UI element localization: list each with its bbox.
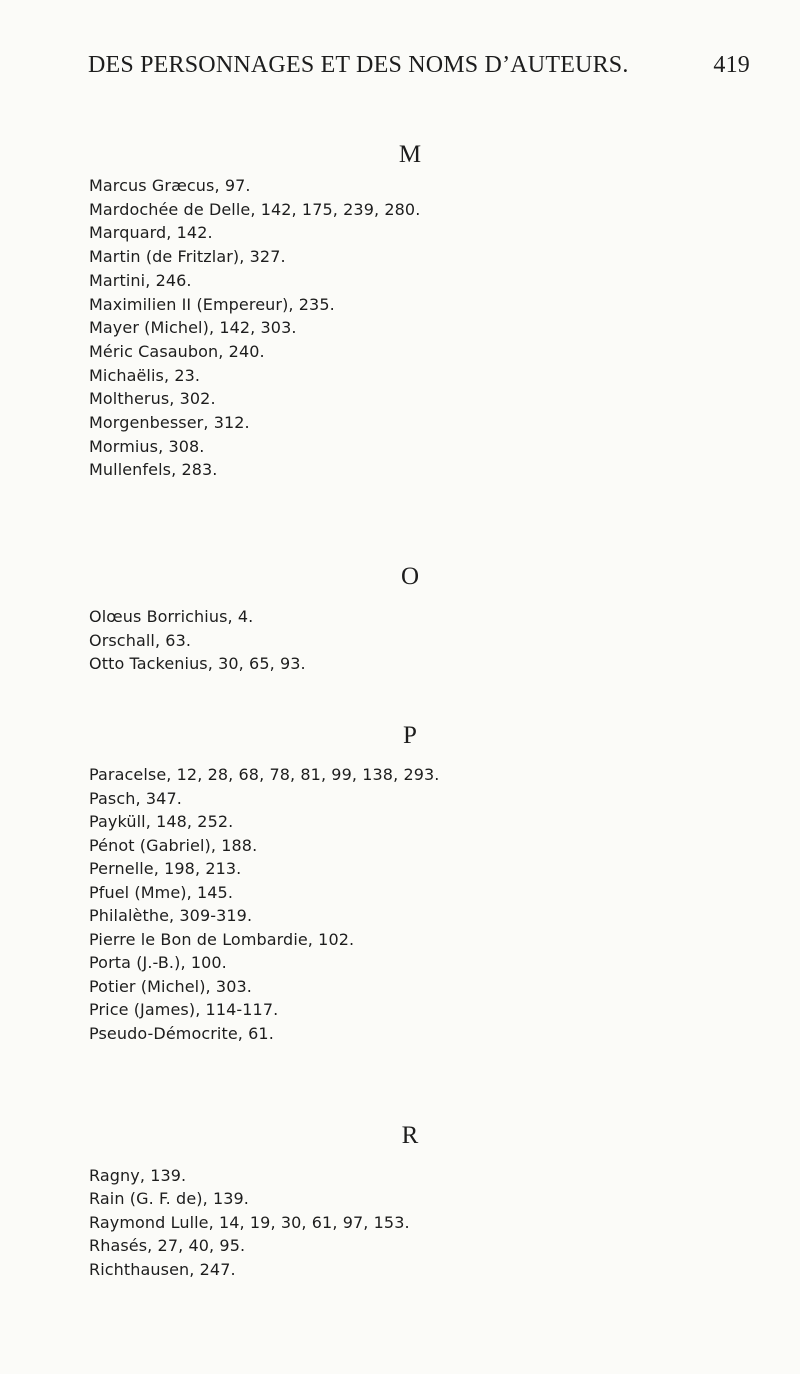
index-entry: Rhasés, 27, 40, 95.: [89, 1236, 246, 1256]
index-entry: Potier (Michel), 303.: [89, 976, 252, 996]
index-entry: Otto Tackenius, 30, 65, 93.: [89, 654, 306, 674]
index-entry: Morgenbesser, 312.: [89, 413, 250, 433]
section-letter-text: P: [403, 722, 417, 749]
index-entry: Mormius, 308.: [89, 436, 205, 456]
section-letter-text: O: [400, 563, 420, 590]
index-entry: Philalèthe, 309-319.: [89, 906, 253, 925]
index-entry: Ragny, 139.: [89, 1166, 187, 1185]
index-entry: Pfuel (Mme), 145.: [89, 882, 234, 902]
section-letter: [0, 1122, 800, 1150]
index-entry: Orschall, 63.: [89, 630, 192, 650]
index-entry: Pernelle, 198, 213.: [89, 859, 242, 878]
index-entry: Martin (de Fritzlar), 327.: [89, 247, 286, 267]
index-entry: Pierre le Bon de Lombardie, 102.: [89, 929, 355, 949]
entry-list: [89, 174, 420, 482]
index-entry: Raymond Lulle, 14, 19, 30, 61, 97, 153.: [89, 1212, 410, 1232]
index-entry: Payküll, 148, 252.: [89, 812, 234, 831]
index-entry: Maximilien II (Empereur), 235.: [89, 294, 335, 314]
index-entry: Richthausen, 247.: [89, 1259, 236, 1279]
section-letter: [0, 563, 800, 591]
index-entry: Mayer (Michel), 142, 303.: [89, 318, 297, 338]
index-entry: Mardochée de Delle, 142, 175, 239, 280.: [89, 199, 421, 219]
entry-list: [89, 1164, 410, 1281]
section-letter: [0, 141, 800, 169]
index-entry: Méric Casaubon, 240.: [89, 341, 265, 361]
index-entry: Pasch, 347.: [89, 788, 182, 808]
index-entry: Rain (G. F. de), 139.: [89, 1189, 249, 1209]
index-entry: Martini, 246.: [89, 270, 192, 290]
entry-list: [89, 763, 439, 1045]
index-entry: Marcus Græcus, 97.: [89, 176, 251, 195]
index-entry: Olœus Borrichius, 4.: [89, 607, 254, 626]
index-entry: Marquard, 142.: [89, 223, 213, 243]
running-head: [88, 52, 750, 86]
entry-list: [89, 605, 306, 676]
running-head-title: DES PERSONNAGES ET DES NOMS D’AUTEURS.: [88, 52, 629, 78]
page-number: 419: [713, 52, 750, 78]
section-letter: [0, 722, 800, 750]
index-entry: Michaëlis, 23.: [89, 365, 201, 385]
index-entry: Pseudo-Démocrite, 61.: [89, 1023, 274, 1043]
section-letter-text: R: [401, 1122, 419, 1149]
index-entry: Price (James), 114-117.: [89, 1000, 279, 1019]
index-entry: Pénot (Gabriel), 188.: [89, 835, 258, 855]
index-entry: Paracelse, 12, 28, 68, 78, 81, 99, 138, 293.: [89, 765, 440, 784]
index-entry: Porta (J.-B.), 100.: [89, 953, 227, 972]
index-entry: Mullenfels, 283.: [89, 460, 218, 480]
section-letter-text: M: [398, 141, 422, 168]
index-entry: Moltherus, 302.: [89, 389, 216, 409]
